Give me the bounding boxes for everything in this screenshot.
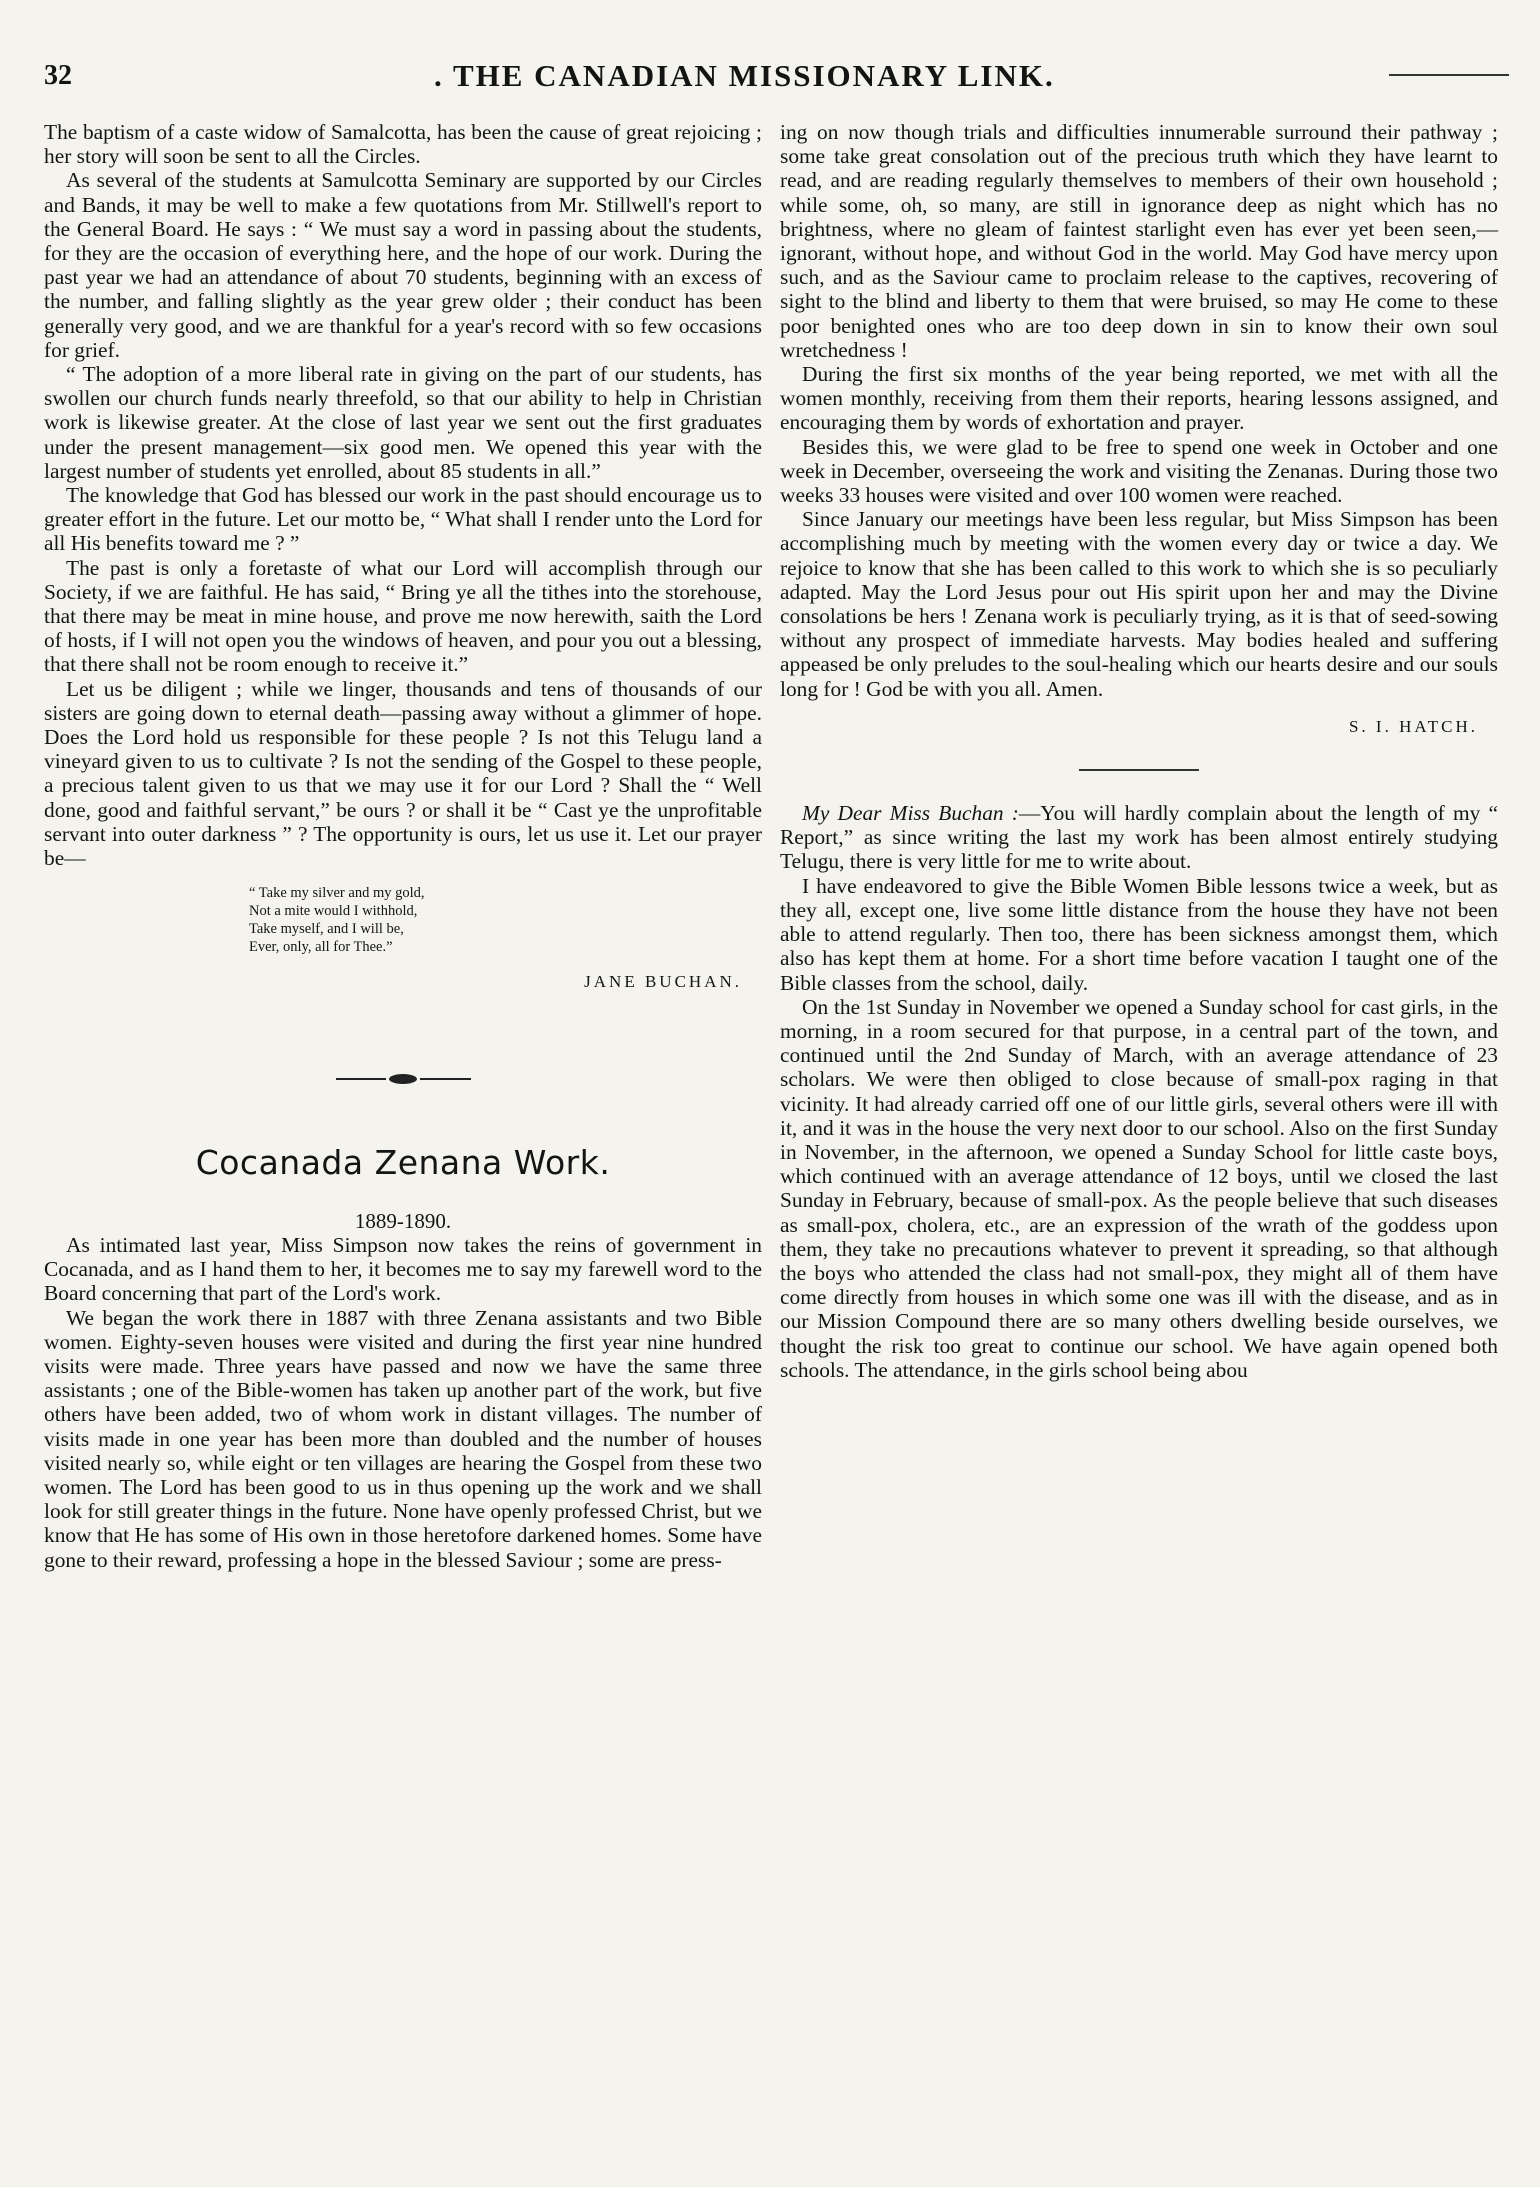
page-header (44, 52, 1504, 102)
header-rule (1389, 74, 1509, 76)
signature: S. I. HATCH. (1348, 716, 1478, 736)
section-date: 1889-1890. (354, 1208, 452, 1233)
poem-line: Take myself, and I will be, (249, 921, 404, 938)
paragraph: The past is only a foretaste of what our Lord will accomplish through our Society, if we are faithful. He has said, “ Bring ye all the tithes into the storehouse, that there may be meat in mine house, and prove me now herewith, saith the Lord of hosts, if I will not open you the windows of heaven, and pour you out a blessing, that there shall not be room enough to receive it.” (44, 555, 762, 677)
poem-line: Ever, only, all for Thee.” (249, 939, 393, 956)
page-title: . THE CANADIAN MISSIONARY LINK. (434, 58, 1055, 93)
separator-rule (1079, 769, 1199, 771)
letter-salutation: My Dear Miss Buchan : (802, 801, 1019, 826)
paragraph: On the 1st Sunday in November we opened a Sunday school for cast girls, in the morning, in a room secured for that purpose, in a central part of the town, and continued until the 2nd Sunday of March, with an average attendance of 23 scholars. We were then obliged to close because of small-pox raging in that vicinity. It had already carried off one of our little girls, several others were ill with it, and it was in the house the very next door to our school. Also on the first Sunday in November, in the afternoon, we opened a Sunday School for little caste boys, which continued with an average attendance of 12 boys, until we closed the last Sunday in February, because of small-pox. As the people believe that such diseases as small-pox, cholera, etc., are an expression of the wrath of the goddess upon them, they take no precautions whatever to prevent it spreading, so that although the boys who attended the class had not small-pox, they might all of them have come directly from houses in which some one was ill with the disease, and as in our Mission Compound there are so many others dwelling beside ourselves, we thought the risk too great to continue our school. We have again opened both schools. The attendance, in the girls school being abou (780, 994, 1498, 1382)
paragraph: As intimated last year, Miss Simpson now takes the reins of government in Cocanada, and as I hand them to her, it becomes me to say my farewell word to the Board concerning that part of the Lord's work. (44, 1232, 762, 1306)
paragraph: Since January our meetings have been less regular, but Miss Simpson has been accomplishing much by meeting with the women every day or twice a day. We rejoice to know that she has been called to this work to which she is so peculiarly adapted. May the Lord Jesus pour out His spirit upon her and may the Divine consolations be hers ! Zenana work is peculiarly trying, as it is that of seed-sowing without any prospect of immediate harvests. May bodies healed and suffering appeased be only preludes to the soul-healing which our hearts desire and our souls long for ! God be with you all. Amen. (780, 507, 1498, 701)
signature: JANE BUCHAN. (584, 972, 742, 992)
page-number: 32 (44, 60, 72, 91)
poem-line: Not a mite would I withhold, (249, 903, 418, 920)
poem-line: “ Take my silver and my gold, (249, 885, 425, 902)
paragraph: The baptism of a caste widow of Samalcotta, has been the cause of great rejoicing ; her story will soon be sent to all the Circles. (44, 120, 762, 169)
letter-text: —You will hardly complain about the length of my “ Report,” as since writing the last my work has been almost entirely studying Telugu, there is very little for me to write about. (780, 801, 1498, 874)
poem-quote (249, 884, 762, 956)
left-column (44, 120, 762, 1572)
paragraph: ing on now though trials and difficulties innumerable surround their pathway ; some take great consolation out of the precious truth which they have learnt to read, and are reading regularly themselves to members of their own household ; while some, oh, so many, are still in ignorance deep as night which has no brightness, where no gleam of faintest starlight even has ever yet been seen,—ignorant, without hope, and without God in the world. May God have mercy upon such, and as the Saviour came to proclaim release to the captives, recovering of sight to the blind and liberty to them that were bruised, so may He come to these poor benighted ones who are too deep down in sin to know their own soul wretchedness ! (780, 120, 1498, 362)
paragraph: During the first six months of the year being reported, we met with all the women monthly, receiving from them their reports, hearing lessons assigned, and encouraging them by words of exhortation and prayer. (780, 362, 1498, 435)
paragraph: As several of the students at Samulcotta Seminary are supported by our Circles and Bands, it may be well to make a few quotations from Mr. Stillwell's report to the General Board. He says : “ We must say a word in passing about the students, for they are the occasion of everything here, and the hope of our work. During the past year we had an attendance of about 70 students, beginning with an excess of the number, and falling slightly as the year grew older ; their conduct has been generally very good, and we are thankful for a year's record with so few occasions for grief. (44, 168, 762, 362)
letter-opening (780, 801, 1498, 874)
paragraph: We began the work there in 1887 with three Zenana assistants and two Bible women. Eighty-seven houses were visited and during the first year nine hundred visits were made. Three years have passed and now we have the same three assistants ; one of the Bible-women has taken up another part of the work, but five others have been added, two of whom work in distant villages. The number of visits made in one year has been more than doubled and the number of houses visited nearly so, while eight or ten villages are hearing the Gospel from these two women. The Lord has been good to us in thus opening up the work and we shall look for still greater things in the future. None have openly professed Christ, but we know that He has some of His own in those heretofore darkened homes. Some have gone to their reward, professing a hope in the blessed Saviour ; some are press- (44, 1305, 762, 1572)
paragraph: The knowledge that God has blessed our work in the past should encourage us to greater effort in the future. Let our motto be, “ What shall I render unto the Lord for all His benefits toward me ? ” (44, 483, 762, 556)
paragraph: I have endeavored to give the Bible Women Bible lessons twice a week, but as they all, except one, live some little distance from the house they have not been able to attend regularly. Then too, there has been sickness amongst them, which also has kept them at home. For a short time before vacation I taught one of the Bible classes from the school, daily. (780, 873, 1498, 995)
paragraph: “ The adoption of a more liberal rate in giving on the part of our students, has swollen our church funds nearly threefold, so that our ability to help in Christian work is likewise greater. At the close of last year we sent out the first graduates under the present management—six good men. We opened this year with the largest number of students yet enrolled, about 85 students in all.” (44, 362, 762, 483)
section-heading: Cocanada Zenana Work. (195, 1142, 611, 1182)
paragraph: Let us be diligent ; while we linger, thousands and tens of thousands of our sisters are going down to eternal death—passing away without a glimmer of hope. Does the Lord hold us responsible for these people ? Is not this Telugu land a vineyard given to us to cultivate ? Is not the sending of the Gospel to these people, a precious talent given to us that we may use it for our Lord ? Shall the “ Well done, good and faithful servant,” be ours ? or shall it be “ Cast ye the unprofitable servant into outer darkness ” ? The opportunity is ours, let us use it. Let our prayer be— (44, 676, 762, 871)
paragraph: Besides this, we were glad to be free to spend one week in October and one week in December, overseeing the work and visiting the Zenanas. During those two weeks 33 houses were visited and over 100 women were reached. (780, 434, 1498, 508)
right-column (780, 120, 1498, 1382)
ornament-divider (336, 1069, 471, 1089)
